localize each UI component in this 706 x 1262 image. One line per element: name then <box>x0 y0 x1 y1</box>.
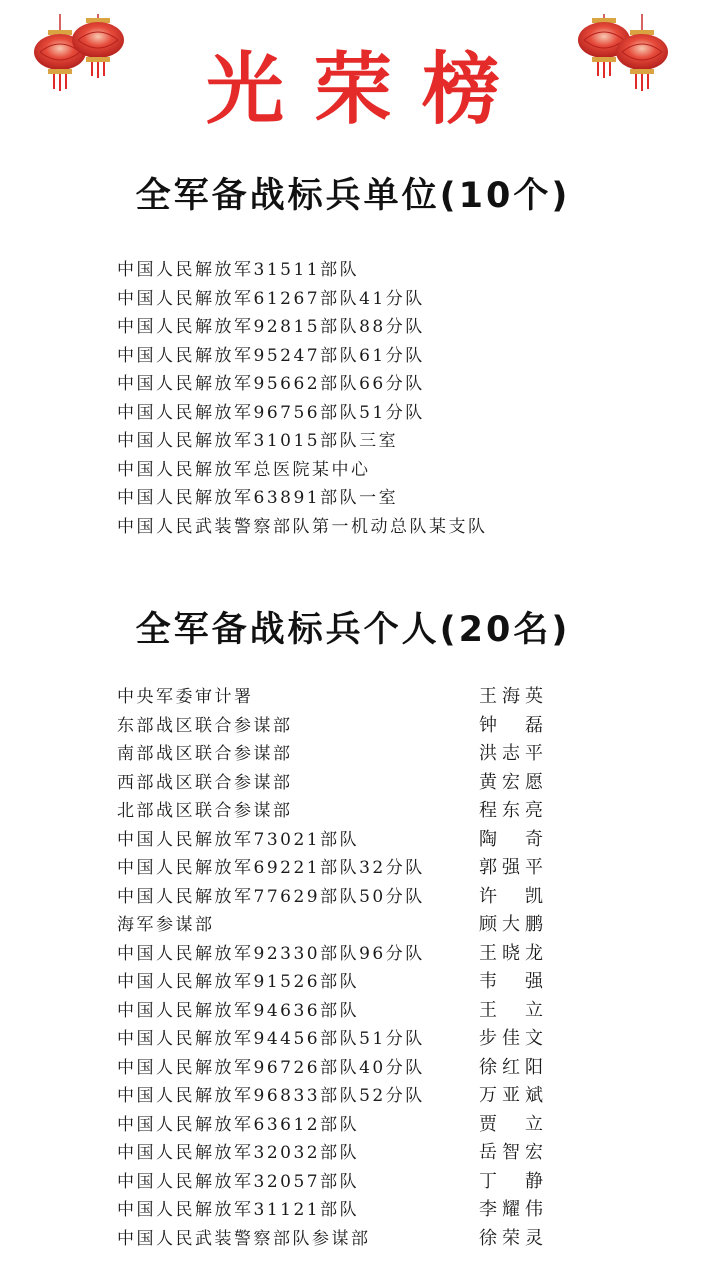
person-name: 洪志平 <box>479 743 543 764</box>
person-name: 丁 静 <box>479 1170 543 1192</box>
person-name: 徐荣灵 <box>479 1227 543 1249</box>
list-item: 中国人民解放军96756部队51分队 <box>117 402 425 423</box>
person-unit: 东部战区联合参谋部 <box>117 715 293 736</box>
list-item: 中国人民解放军63891部队一室 <box>117 488 399 508</box>
person-unit: 中国人民解放军31121部队 <box>117 1200 360 1220</box>
list-item <box>117 1196 543 1225</box>
person-name: 王晓龙 <box>479 942 543 964</box>
units-list <box>117 256 488 541</box>
list-item <box>117 712 543 741</box>
person-unit: 中国人民解放军96833部队52分队 <box>117 1086 425 1106</box>
person-name: 程东亮 <box>479 800 543 821</box>
person-name: 顾大鹏 <box>479 914 543 935</box>
person-name: 王海英 <box>479 686 543 707</box>
units-section-heading: 全军备战标兵单位(10个) <box>135 176 571 216</box>
person-name: 岳智宏 <box>479 1142 543 1163</box>
list-item <box>117 1139 543 1168</box>
person-name: 陶 奇 <box>479 828 543 850</box>
list-item <box>117 1111 543 1140</box>
list-item: 中国人民解放军61267部队41分队 <box>117 288 425 309</box>
person-unit: 中国人民解放军32032部队 <box>117 1143 360 1163</box>
person-name: 步佳文 <box>479 1028 543 1049</box>
person-unit: 中国人民解放军96726部队40分队 <box>117 1057 425 1078</box>
person-name: 李耀伟 <box>479 1199 543 1220</box>
list-item <box>117 683 543 712</box>
person-unit: 中国人民解放军73021部队 <box>117 829 360 850</box>
person-name: 钟 磊 <box>479 714 543 736</box>
list-item <box>117 883 543 912</box>
list-item: 中国人民解放军92815部队88分队 <box>117 317 425 337</box>
list-item <box>117 940 543 969</box>
people-section-heading: 全军备战标兵个人(20名) <box>135 610 571 650</box>
list-item <box>117 968 543 997</box>
person-name: 徐红阳 <box>479 1056 543 1078</box>
person-name: 韦 强 <box>479 971 543 992</box>
person-name: 郭强平 <box>479 857 543 878</box>
person-name: 黄宏愿 <box>479 771 543 793</box>
list-item <box>117 740 543 769</box>
person-unit: 中国人民解放军92330部队96分队 <box>117 943 425 964</box>
person-name: 万亚斌 <box>479 1085 543 1106</box>
person-unit: 中国人民解放军69221部队32分队 <box>117 858 425 878</box>
person-unit: 西部战区联合参谋部 <box>117 772 293 793</box>
list-item: 中国人民解放军总医院某中心 <box>117 459 371 480</box>
list-item <box>117 854 543 883</box>
person-unit: 中国人民解放军94636部队 <box>117 1000 360 1021</box>
person-unit: 中国人民解放军77629部队50分队 <box>117 886 425 907</box>
list-item <box>117 1025 543 1054</box>
person-name: 贾 立 <box>479 1113 543 1135</box>
person-unit: 海军参谋部 <box>117 915 215 935</box>
list-item <box>117 1168 543 1197</box>
person-unit: 中央军委审计署 <box>117 687 254 707</box>
list-item <box>117 1082 543 1111</box>
person-unit: 北部战区联合参谋部 <box>117 801 293 821</box>
person-unit: 中国人民解放军94456部队51分队 <box>117 1029 425 1049</box>
list-item: 中国人民武装警察部队第一机动总队某支队 <box>117 516 488 537</box>
list-item <box>117 1054 543 1083</box>
list-item: 中国人民解放军31015部队三室 <box>117 431 399 451</box>
list-item <box>117 826 543 855</box>
list-item: 中国人民解放军95662部队66分队 <box>117 374 425 394</box>
list-item <box>117 1225 543 1254</box>
person-name: 王 立 <box>479 999 543 1021</box>
person-name: 许 凯 <box>479 885 543 907</box>
list-item <box>117 797 543 826</box>
list-item <box>117 997 543 1026</box>
person-unit: 中国人民解放军63612部队 <box>117 1114 360 1135</box>
list-item: 中国人民解放军31511部队 <box>117 260 360 280</box>
list-item: 中国人民解放军95247部队61分队 <box>117 345 425 366</box>
list-item <box>117 769 543 798</box>
person-unit: 南部战区联合参谋部 <box>117 744 293 764</box>
list-item <box>117 911 543 940</box>
people-list <box>117 683 543 1253</box>
person-unit: 中国人民武装警察部队参谋部 <box>117 1228 371 1249</box>
person-unit: 中国人民解放军91526部队 <box>117 972 360 992</box>
page-title: 光荣榜 <box>205 45 530 135</box>
person-unit: 中国人民解放军32057部队 <box>117 1171 360 1192</box>
